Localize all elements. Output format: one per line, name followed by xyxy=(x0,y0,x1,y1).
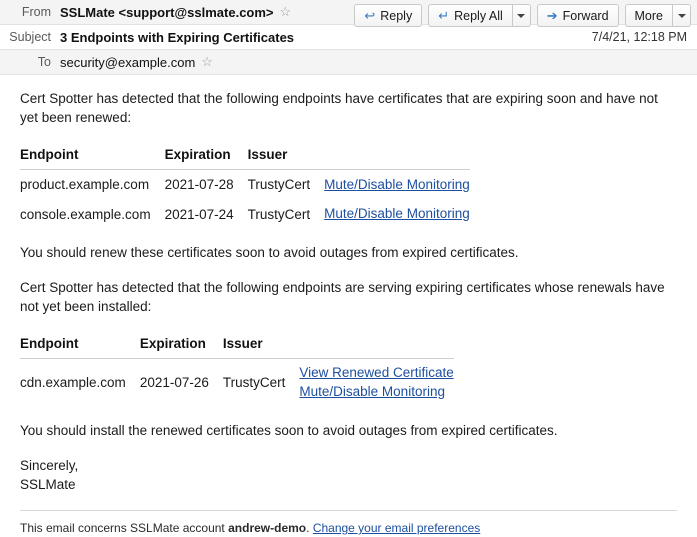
star-icon[interactable]: ☆ xyxy=(279,4,292,19)
reply-all-button[interactable] xyxy=(428,4,512,27)
reply-all-button-label: Reply All xyxy=(454,8,503,23)
reply-all-icon: ↵ xyxy=(438,8,450,23)
change-email-preferences-link[interactable]: Change your email preferences xyxy=(312,521,481,536)
cell-issuer: TrustyCert xyxy=(222,375,286,391)
forward-button-label: Forward xyxy=(562,8,609,23)
cell-endpoint: console.example.com xyxy=(20,206,151,222)
subject-label: Subject xyxy=(9,30,51,44)
message-toolbar xyxy=(354,0,697,28)
column-expiration: Expiration xyxy=(165,143,248,170)
cell-actions xyxy=(299,359,453,407)
more-split-button xyxy=(625,4,691,27)
column-actions xyxy=(299,332,453,359)
footer-period: . xyxy=(306,521,310,536)
table-row xyxy=(20,359,454,407)
cell-endpoint: product.example.com xyxy=(20,177,150,193)
column-endpoint: Endpoint xyxy=(20,332,140,359)
signer-line: SSLMate xyxy=(20,476,76,492)
email-footer xyxy=(20,520,677,537)
column-issuer: Issuer xyxy=(223,332,300,359)
cell-issuer: TrustyCert xyxy=(247,206,311,222)
column-expiration: Expiration xyxy=(140,332,223,359)
cell-actions xyxy=(324,200,470,229)
message-date: 7/4/21, 12:18 PM xyxy=(591,30,687,44)
chevron-down-icon xyxy=(517,14,525,18)
table-row xyxy=(20,200,470,229)
message-body xyxy=(0,75,697,537)
cell-endpoint: cdn.example.com xyxy=(20,375,126,391)
header-row-subject xyxy=(0,25,697,50)
reply-button-label: Reply xyxy=(380,8,413,23)
install-paragraph: You should install the renewed certificates soon to avoid outages from expired certificates. xyxy=(20,422,558,438)
cell-expiration: 2021-07-28 xyxy=(164,177,234,193)
cell-expiration: 2021-07-24 xyxy=(164,206,234,222)
reply-all-split-button xyxy=(428,4,531,27)
cell-expiration: 2021-07-26 xyxy=(139,375,209,391)
reply-button[interactable] xyxy=(354,4,422,27)
more-button[interactable] xyxy=(625,4,672,27)
intro-paragraph: Cert Spotter has detected that the following endpoints have certificates that are expiring soon and have not yet been renewed: xyxy=(20,91,658,126)
footer-account-name: andrew-demo xyxy=(228,521,307,536)
column-actions xyxy=(324,143,470,170)
cell-issuer: TrustyCert xyxy=(247,177,311,193)
mute-disable-monitoring-link[interactable]: Mute/Disable Monitoring xyxy=(324,176,470,192)
more-button-label: More xyxy=(634,8,663,23)
column-issuer: Issuer xyxy=(248,143,325,170)
forward-icon: ➔ xyxy=(546,8,558,23)
renew-paragraph: You should renew these certificates soon to avoid outages from expired certificates. xyxy=(20,244,519,260)
reply-icon: ↩ xyxy=(364,8,376,23)
table-header-row xyxy=(20,332,454,359)
to-value[interactable]: security@example.com xyxy=(60,54,196,70)
cell-actions xyxy=(324,170,470,200)
expiring-endpoints-table xyxy=(20,143,470,228)
signature-block xyxy=(20,456,677,494)
reply-all-dropdown-button[interactable] xyxy=(512,4,531,27)
table-row xyxy=(20,170,470,200)
from-label: From xyxy=(21,5,51,19)
table-header-row xyxy=(20,143,470,170)
subject-value: 3 Endpoints with Expiring Certificates xyxy=(60,29,295,45)
forward-button[interactable] xyxy=(537,4,619,27)
from-value[interactable]: SSLMate <support@sslmate.com> xyxy=(60,4,274,20)
star-icon[interactable]: ☆ xyxy=(201,54,213,69)
header-row-to xyxy=(0,50,697,75)
view-renewed-certificate-link[interactable]: View Renewed Certificate xyxy=(299,365,454,381)
footer-divider xyxy=(20,510,677,511)
serving-endpoints-table xyxy=(20,332,454,406)
serving-paragraph: Cert Spotter has detected that the following endpoints are serving expiring certificates whose renewals have not yet been installed: xyxy=(20,279,665,315)
mute-disable-monitoring-link[interactable]: Mute/Disable Monitoring xyxy=(299,384,445,400)
chevron-down-icon xyxy=(678,14,686,18)
signoff-line: Sincerely, xyxy=(20,457,79,473)
footer-prefix: This email concerns SSLMate account xyxy=(20,521,229,536)
more-dropdown-button[interactable] xyxy=(672,4,691,27)
column-endpoint: Endpoint xyxy=(20,143,165,170)
mute-disable-monitoring-link[interactable]: Mute/Disable Monitoring xyxy=(324,205,470,221)
to-label: To xyxy=(37,55,51,69)
